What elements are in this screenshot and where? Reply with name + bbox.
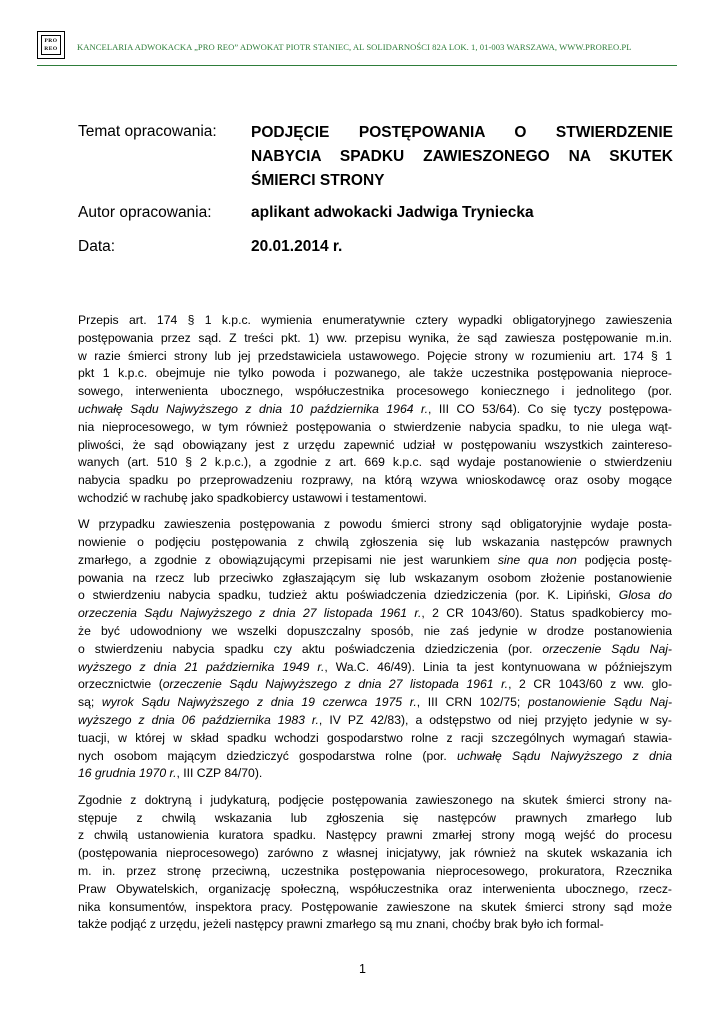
text-segment: nabycia spadku po przeprowadzeniu rozprawy, na którą wzywa wnioskodawcę oraz osoby mogące [78, 473, 672, 488]
text-segment: nych osobom mającym dziedziczyć gospodarstwa rolne (por. [78, 748, 458, 763]
paragraph [78, 792, 672, 934]
text-segment: stępuje z chwilą wskazania lub zgłoszenia się następców prawnych zmarłego lub [78, 810, 672, 825]
text-segment: sowego, interwenienta ubocznego, współuczestnika procesowego koniecznego i jednolitego (por. [78, 384, 672, 399]
paragraph [78, 312, 672, 508]
citation-text: postanowienie Sądu Naj- [527, 695, 673, 710]
logo-text-bottom: REO [44, 46, 58, 52]
text-line [78, 623, 672, 641]
text-segment: m. in. przez stronę przeciwną, uczestnika postępowania nieprocesowego, prokuratora, Rzecznika [78, 863, 672, 878]
title-line: NABYCIA SPADKU ZAWIESZONEGO NA SKUTEK [251, 148, 673, 165]
text-segment: Przepis art. 174 § 1 k.p.c. wymienia enumeratywnie cztery wypadki obligatoryjnego zawieszenia [78, 313, 672, 327]
text-line [78, 419, 672, 437]
logo-text-top: PRO [44, 38, 58, 44]
text-line [78, 916, 672, 934]
text-segment: W przypadku zawieszenia postępowania z powodu śmierci strony sąd obligatoryjnie wydaje posta- [78, 517, 672, 532]
text-segment: są; [78, 695, 102, 710]
text-segment: , III CO 53/64). Co się tyczy postępowa- [427, 401, 672, 416]
text-line [78, 694, 672, 712]
citation-text: sine qua non [497, 552, 577, 567]
document-title [251, 121, 673, 193]
text-line [78, 383, 672, 401]
text-segment: , 2 CR 1043/60). Status spadkobiercy mo- [421, 606, 672, 621]
text-line [78, 641, 672, 659]
text-line [78, 792, 672, 810]
text-line [78, 659, 672, 677]
text-line [78, 748, 672, 766]
text-segment: wchodzić w rachubę jako spadkobiercy ustawowi i testamentowi. [78, 490, 427, 505]
text-segment: Zgodnie z doktryną i judykaturą, podjęcie postępowania zawieszonego na skutek śmierci strony na- [78, 792, 672, 807]
text-segment: nia nieprocesowego, w tym również postępowania o stwierdzenie nabycia spadku, to nie ulega wąt- [78, 419, 672, 434]
text-line [78, 472, 672, 490]
text-segment: podjęcia postę- [576, 552, 672, 567]
text-line [78, 712, 672, 730]
text-segment: , 2 CR 1043/60 z ww. glo- [508, 677, 673, 692]
firm-address: KANCELARIA ADWOKACKA „PRO REO” ADWOKAT PIOTR STANIEC, AL SOLIDARNOŚCI 82A LOK. 1, 01-003 WARSZAWA, WWW.PROREO.PL [77, 42, 632, 52]
citation-text: uchwałę Sądu Najwyższego z dnia [457, 748, 672, 763]
date-value: 20.01.2014 r. [251, 238, 343, 255]
firm-logo [37, 31, 65, 59]
text-line [78, 490, 672, 508]
text-segment: pliwości, że sąd obowiązany jest z urzędu zapewnić udział w postępowaniu wszystkich zaintereso- [78, 437, 672, 452]
text-line [78, 312, 672, 330]
text-segment: , III CZP 84/70). [176, 766, 263, 781]
text-line [78, 845, 672, 863]
text-line [78, 899, 672, 917]
text-line [78, 605, 672, 623]
text-line [78, 534, 672, 552]
letterhead [37, 31, 677, 66]
text-line [78, 330, 672, 348]
text-line [78, 827, 672, 845]
author-label: Autor opracowania: [78, 204, 212, 221]
citation-text: wyższego z dnia 21 października 1949 r. [78, 659, 325, 674]
paragraph [78, 516, 672, 783]
text-segment: tuacji, w której w skład spadku wchodzi gospodarstwo rolne z racji szczególnych wymagań stawia- [78, 730, 672, 745]
text-segment: o stwierdzeniu nabycia spadku, tudzież aktu poświadczenia dziedziczenia (por. K. Lipiński, [78, 588, 619, 603]
citation-text: uchwałę Sądu Najwyższego z dnia 10 października 1964 r. [78, 401, 428, 416]
text-segment: nowienie o podjęciu postępowania z chwilą zgłoszenia się lub wskazania następców prawnych [78, 535, 672, 550]
text-segment: także podjąć z urzędu, jeżeli następcy prawni zmarłego są mu znani, choćby brak było ich formal- [78, 917, 604, 932]
text-segment: , III CRN 102/75; [416, 695, 528, 710]
text-line [78, 437, 672, 455]
text-segment: z chwilą ustanowienia kuratora spadku. Następcy prawni zmarłej strony mogą wejść do procesu [78, 828, 672, 843]
text-line [78, 454, 672, 472]
text-line [78, 365, 672, 383]
title-line: ŚMIERCI STRONY [251, 172, 385, 189]
text-line [78, 401, 672, 419]
text-line [78, 587, 672, 605]
citation-text: Glosa do [618, 588, 673, 603]
text-segment: , IV PZ 42/83), a odstępstwo od niej przyjęto jedynie w sy- [318, 713, 672, 728]
text-segment: powania na rzecz lub przeciwko zgłaszającym się lub wskazanym osobom złożenie postanowienie [78, 570, 672, 585]
text-line [78, 765, 672, 783]
text-segment: postępowania przez sąd. Z treści pkt. 1) ww. przepisu wynika, że sąd zawiesza postępowanie m.in. [78, 330, 672, 345]
text-segment: , Wa.C. 46/49). Linia ta jest kontynuowana w późniejszym [324, 659, 672, 674]
title-line: PODJĘCIE POSTĘPOWANIA O STWIERDZENIE [251, 124, 673, 141]
text-segment: wanych (art. 510 § 2 k.p.c.), a zgodnie z art. 669 k.p.c. sąd wydaje postanowienie o stwierdzeniu [78, 455, 672, 470]
text-segment: orzecznictwie ( [78, 677, 163, 692]
text-line [78, 810, 672, 828]
text-line [78, 881, 672, 899]
text-line [78, 730, 672, 748]
text-segment: że być udowodniony we wszelki dopuszczalny sposób, nie zaś jedynie w drodze postanowienia [78, 624, 672, 639]
page-number: 1 [359, 962, 366, 976]
citation-text: wyższego z dnia 06 października 1983 r. [78, 713, 319, 728]
topic-label: Temat opracowania: [78, 123, 217, 140]
citation-text: wyrok Sądu Najwyższego z dnia 19 czerwca 1975 r. [101, 695, 417, 710]
citation-text: orzeczenie Sądu Najwyższego z dnia 27 listopada 1961 r. [162, 677, 509, 692]
citation-text: 16 grudnia 1970 r. [78, 766, 177, 781]
text-segment: Praw Obywatelskich, organizację społeczną, współuczestnika oraz interwenienta ubocznego, rzecz- [78, 881, 672, 896]
text-line [78, 348, 672, 366]
date-label: Data: [78, 238, 116, 255]
document-body [78, 312, 672, 934]
text-segment: nika konsumentów, inspektora pracy. Postępowanie zawieszone na skutek śmierci strony sąd może [78, 899, 672, 914]
citation-text: orzeczenie Sądu Naj- [542, 641, 672, 656]
author-value: aplikant adwokacki Jadwiga Tryniecka [251, 204, 534, 221]
text-segment: zmarłego, a zgodnie z obowiązującymi przepisami nie jest warunkiem [78, 552, 498, 567]
text-segment: pkt 1 k.p.c. obejmuje nie tylko powoda i pozwanego, ale także uczestnika postępowania nieproce- [78, 366, 672, 381]
text-segment: w razie śmierci strony lub jej przedstawiciela ustawowego. Pojęcie strony w rozumieniu art. 174 § 1 [78, 348, 672, 363]
text-segment: (postępowania nieprocesowego) zarówno z własnej inicjatywy, jak również na skutek wskazania ich [78, 846, 672, 861]
text-line [78, 676, 672, 694]
citation-text: orzeczenia Sądu Najwyższego z dnia 27 listopada 1961 r. [78, 606, 422, 621]
text-line [78, 570, 672, 588]
text-line [78, 863, 672, 881]
text-line [78, 552, 672, 570]
text-line [78, 516, 672, 534]
text-segment: o stwierdzeniu nabycia spadku czy aktu poświadczenia dziedziczenia (por. [78, 641, 543, 656]
